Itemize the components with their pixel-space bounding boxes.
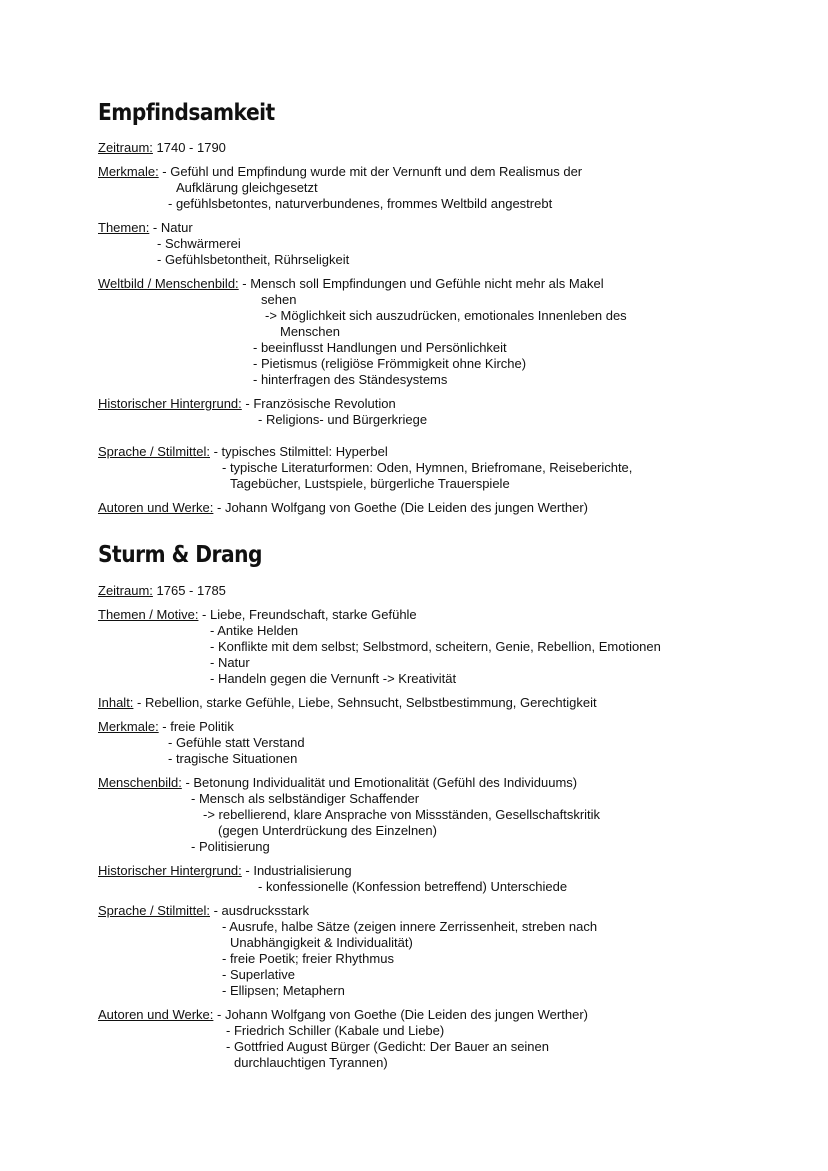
weltbild-line: - hinterfragen des Ständesystems [253,372,448,387]
autoren-line: durchlauchtigen Tyrannen) [234,1055,388,1070]
menschenbild-line: -> rebellierend, klare Ansprache von Missständen, Gesellschaftskritik [203,807,601,822]
hintergrund-row [98,863,352,879]
merkmale-label: Merkmale: [98,719,159,734]
sprache-label: Sprache / Stilmittel: [98,444,210,459]
inhalt-label: Inhalt: [98,695,134,710]
sprache-row [98,444,388,460]
weltbild-label: Weltbild / Menschenbild: [98,276,239,291]
zeitraum-value: 1740 - 1790 [152,140,226,155]
merkmale-row [98,164,582,180]
menschenbild-line: - Betonung Individualität und Emotionalität (Gefühl des Individuums) [181,775,578,790]
themen-motive-line: - Handeln gegen die Vernunft -> Kreativität [210,671,457,686]
merkmale-label: Merkmale: [98,164,159,179]
autoren-line: - Johann Wolfgang von Goethe (Die Leiden des jungen Werther) [213,1007,588,1022]
themen-line: - Gefühlsbetontheit, Rührseligkeit [157,252,350,267]
zeitraum-row [98,140,226,156]
themen-row [98,220,193,236]
weltbild-line: - Mensch soll Empfindungen und Gefühle nicht mehr als Makel [238,276,604,291]
themen-motive-line: - Liebe, Freundschaft, starke Gefühle [198,607,417,622]
hintergrund-label: Historischer Hintergrund: [98,863,242,878]
menschenbild-line: - Politisierung [191,839,270,854]
zeitraum-value: 1765 - 1785 [152,583,226,598]
sprache-line: Unabhängigkeit & Individualität) [230,935,413,950]
themen-label: Themen: [98,220,150,235]
themen-line: - Schwärmerei [157,236,241,251]
menschenbild-label: Menschenbild: [98,775,182,790]
themen-motive-row [98,607,417,623]
weltbild-line: - beeinflusst Handlungen und Persönlichkeit [253,340,507,355]
zeitraum-label: Zeitraum: [98,583,153,598]
hintergrund-row [98,396,396,412]
merkmale-row [98,719,234,735]
inhalt-line: - Rebellion, starke Gefühle, Liebe, Sehnsucht, Selbstbestimmung, Gerechtigkeit [133,695,597,710]
sprache-line: - Ellipsen; Metaphern [222,983,345,998]
zeitraum-label: Zeitraum: [98,140,153,155]
merkmale-line: - gefühlsbetontes, naturverbundenes, frommes Weltbild angestrebt [168,196,553,211]
menschenbild-line: - Mensch als selbständiger Schaffender [191,791,420,806]
merkmale-line: - Gefühl und Empfindung wurde mit der Vernunft und dem Realismus der [158,164,583,179]
hintergrund-line: - Industrialisierung [241,863,352,878]
merkmale-line: - tragische Situationen [168,751,298,766]
themen-motive-line: - Natur [210,655,250,670]
sprache-line: Tagebücher, Lustspiele, bürgerliche Trauerspiele [230,476,510,491]
weltbild-row [98,276,604,292]
menschenbild-row [98,775,577,791]
merkmale-line: - freie Politik [158,719,234,734]
sprache-line: - Ausrufe, halbe Sätze (zeigen innere Zerrissenheit, streben nach [222,919,598,934]
weltbild-line: -> Möglichkeit sich auszudrücken, emotionales Innenleben des [265,308,627,323]
sprache-line: - typisches Stilmittel: Hyperbel [210,444,388,459]
themen-motive-line: - Konflikte mit dem selbst; Selbstmord, scheitern, Genie, Rebellion, Emotionen [210,639,661,654]
inhalt-row [98,695,597,711]
section-title-empfindsamkeit: Empfindsamkeit [98,100,275,126]
hintergrund-label: Historischer Hintergrund: [98,396,242,411]
themen-line: - Natur [149,220,193,235]
themen-motive-label: Themen / Motive: [98,607,199,622]
autoren-label: Autoren und Werke: [98,1007,214,1022]
sprache-line: - ausdrucksstark [210,903,309,918]
sprache-line: - typische Literaturformen: Oden, Hymnen, Briefromane, Reiseberichte, [222,460,633,475]
hintergrund-line: - Religions- und Bürgerkriege [258,412,428,427]
autoren-row [98,500,588,516]
weltbild-line: Menschen [280,324,340,339]
sprache-line: - Superlative [222,967,295,982]
autoren-line: - Friedrich Schiller (Kabale und Liebe) [226,1023,445,1038]
merkmale-line: Aufklärung gleichgesetzt [176,180,318,195]
sprache-label: Sprache / Stilmittel: [98,903,210,918]
autoren-row [98,1007,588,1023]
sprache-line: - freie Poetik; freier Rhythmus [222,951,394,966]
merkmale-line: - Gefühle statt Verstand [168,735,305,750]
hintergrund-line: - Französische Revolution [241,396,396,411]
weltbild-line: sehen [261,292,297,307]
section-title-sturm-und-drang: Sturm & Drang [98,542,262,568]
hintergrund-line: - konfessionelle (Konfession betreffend) Unterschiede [258,879,568,894]
menschenbild-line: (gegen Unterdrückung des Einzelnen) [218,823,437,838]
autoren-line: - Johann Wolfgang von Goethe (Die Leiden des jungen Werther) [213,500,588,515]
autoren-label: Autoren und Werke: [98,500,214,515]
autoren-line: - Gottfried August Bürger (Gedicht: Der Bauer an seinen [226,1039,550,1054]
themen-motive-line: - Antike Helden [210,623,299,638]
sprache-row [98,903,309,919]
zeitraum-row [98,583,226,599]
weltbild-line: - Pietismus (religiöse Frömmigkeit ohne Kirche) [253,356,527,371]
